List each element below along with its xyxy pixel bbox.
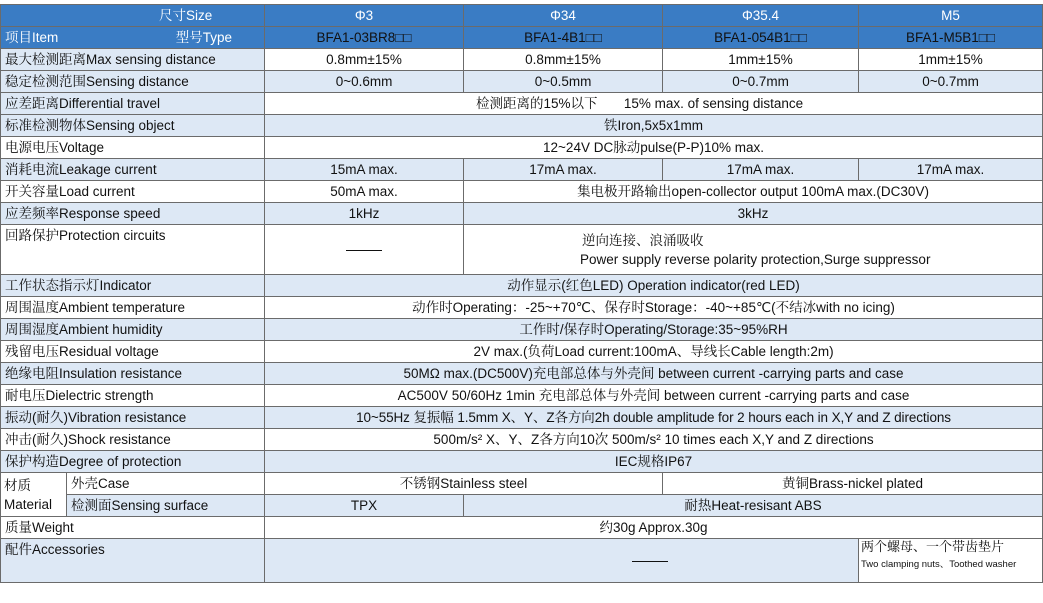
model-4: BFA1-M5B1□□ bbox=[859, 27, 1043, 49]
row-shock bbox=[1, 429, 1043, 451]
cell-value: 10~55Hz 复振幅 1.5mm X、Y、Z各方向2h double amplitude for 2 hours each in X,Y and Z directions bbox=[265, 407, 1043, 429]
row-temperature bbox=[1, 297, 1043, 319]
cell-value: 50MΩ max.(DC500V)充电部总体与外壳间 between current -carrying parts and case bbox=[265, 363, 1043, 385]
size-phi35-4: Φ35.4 bbox=[663, 5, 859, 27]
row-dielectric bbox=[1, 385, 1043, 407]
cell-value: 0~0.6mm bbox=[265, 71, 464, 93]
cell-value: 动作显示(红色LED) Operation indicator(red LED) bbox=[265, 275, 1043, 297]
row-indicator bbox=[1, 275, 1043, 297]
row-label: 配件Accessories bbox=[1, 539, 265, 583]
row-insulation bbox=[1, 363, 1043, 385]
row-differential bbox=[1, 93, 1043, 115]
value-cn: 逆向连接、浪涌吸收 bbox=[582, 232, 704, 248]
spec-table bbox=[0, 4, 1043, 583]
row-vibration bbox=[1, 407, 1043, 429]
cell-value: 约30g Approx.30g bbox=[265, 517, 1043, 539]
row-voltage bbox=[1, 137, 1043, 159]
row-material-surface bbox=[1, 495, 1043, 517]
material-label: 材质 Material bbox=[1, 473, 67, 517]
value-en: Power supply reverse polarity protection,Surge suppressor bbox=[580, 251, 931, 267]
cell-value: 500m/s² X、Y、Z各方向10次 500m/s² 10 times each X,Y and Z directions bbox=[265, 429, 1043, 451]
dash-mark bbox=[346, 250, 382, 251]
value-en: Two clamping nuts、Toothed washer bbox=[861, 559, 1017, 570]
cell-value: 17mA max. bbox=[859, 159, 1043, 181]
type-label: 型号Type bbox=[175, 30, 233, 45]
header-row-type bbox=[1, 27, 1043, 49]
cell-value: 12~24V DC脉动pulse(P-P)10% max. bbox=[265, 137, 1043, 159]
cell-value: TPX bbox=[265, 495, 464, 517]
row-label: 消耗电流Leakage current bbox=[1, 159, 265, 181]
row-label: 回路保护Protection circuits bbox=[1, 225, 265, 275]
cell-value bbox=[464, 225, 1043, 275]
cell-value: 0.8mm±15% bbox=[265, 49, 464, 71]
cell-value: 动作时Operating：-25~+70℃、保存时Storage：-40~+85℃(不结冰with no icing) bbox=[265, 297, 1043, 319]
cell-value: IEC规格IP67 bbox=[265, 451, 1043, 473]
cell-value: 工作时/保存时Operating/Storage:35~95%RH bbox=[265, 319, 1043, 341]
row-label: 耐电压Dielectric strength bbox=[1, 385, 265, 407]
row-response bbox=[1, 203, 1043, 225]
row-label: 周围湿度Ambient humidity bbox=[1, 319, 265, 341]
cell-value: 17mA max. bbox=[663, 159, 859, 181]
row-label: 最大检测距离Max sensing distance bbox=[1, 49, 265, 71]
row-degree bbox=[1, 451, 1043, 473]
cell-value: 耐热Heat-resisant ABS bbox=[464, 495, 1043, 517]
item-label: 项目Item bbox=[5, 30, 59, 45]
cell-value: 17mA max. bbox=[464, 159, 663, 181]
case-label: 外壳Case bbox=[67, 473, 265, 495]
size-m5: M5 bbox=[859, 5, 1043, 27]
cell-value bbox=[265, 93, 1043, 115]
row-label: 标准检测物体Sensing object bbox=[1, 115, 265, 137]
dash-mark bbox=[632, 561, 668, 562]
row-label: 应差距离Differential travel bbox=[1, 93, 265, 115]
cell-value: 0~0.7mm bbox=[859, 71, 1043, 93]
header-row-size bbox=[1, 5, 1043, 27]
value-cn: 两个螺母、一个带齿垫片 bbox=[861, 539, 1005, 554]
model-2: BFA1-4B1□□ bbox=[464, 27, 663, 49]
surface-label: 检测面Sensing surface bbox=[67, 495, 265, 517]
cell-value: 2V max.(负荷Load current:100mA、导线长Cable length:2m) bbox=[265, 341, 1043, 363]
cell-value: 0.8mm±15% bbox=[464, 49, 663, 71]
cell-value: 0~0.7mm bbox=[663, 71, 859, 93]
row-label: 工作状态指示灯Indicator bbox=[1, 275, 265, 297]
cell-value: 3kHz bbox=[464, 203, 1043, 225]
size-phi3: Φ3 bbox=[265, 5, 464, 27]
row-label: 开关容量Load current bbox=[1, 181, 265, 203]
value-cn: 检测距离的15%以下 bbox=[476, 96, 598, 111]
cell-value: 1kHz bbox=[265, 203, 464, 225]
cell-value: 0~0.5mm bbox=[464, 71, 663, 93]
row-leakage bbox=[1, 159, 1043, 181]
row-residual bbox=[1, 341, 1043, 363]
cell-value: 集电极开路输出open-collector output 100mA max.(DC30V) bbox=[464, 181, 1043, 203]
cell-value: 铁Iron,5x5x1mm bbox=[265, 115, 1043, 137]
row-humidity bbox=[1, 319, 1043, 341]
value-en: 15% max. of sensing distance bbox=[623, 96, 804, 111]
row-label: 绝缘电阻Insulation resistance bbox=[1, 363, 265, 385]
row-load bbox=[1, 181, 1043, 203]
cell-value: 15mA max. bbox=[265, 159, 464, 181]
row-label: 稳定检测范围Sensing distance bbox=[1, 71, 265, 93]
cell-value: 黄铜Brass-nickel plated bbox=[663, 473, 1043, 495]
cell-value: 不锈钢Stainless steel bbox=[265, 473, 663, 495]
cell-value bbox=[859, 539, 1043, 583]
row-object bbox=[1, 115, 1043, 137]
model-1: BFA1-03BR8□□ bbox=[265, 27, 464, 49]
row-label: 周围温度Ambient temperature bbox=[1, 297, 265, 319]
row-label: 残留电压Residual voltage bbox=[1, 341, 265, 363]
row-material-case bbox=[1, 473, 1043, 495]
row-accessories bbox=[1, 539, 1043, 583]
cell-value: 1mm±15% bbox=[859, 49, 1043, 71]
item-type-cell bbox=[1, 27, 265, 49]
row-protection bbox=[1, 225, 1043, 275]
size-label: 尺寸Size bbox=[1, 5, 265, 27]
row-max-sensing bbox=[1, 49, 1043, 71]
row-label: 电源电压Voltage bbox=[1, 137, 265, 159]
cell-value: 50mA max. bbox=[265, 181, 464, 203]
row-label: 质量Weight bbox=[1, 517, 265, 539]
row-weight bbox=[1, 517, 1043, 539]
cell-dash bbox=[265, 225, 464, 275]
cell-dash bbox=[265, 539, 859, 583]
cell-value: AC500V 50/60Hz 1min 充电部总体与外壳间 between current -carrying parts and case bbox=[265, 385, 1043, 407]
row-label: 保护构造Degree of protection bbox=[1, 451, 265, 473]
row-sensing-distance bbox=[1, 71, 1043, 93]
row-label: 应差频率Response speed bbox=[1, 203, 265, 225]
row-label: 振动(耐久)Vibration resistance bbox=[1, 407, 265, 429]
model-3: BFA1-054B1□□ bbox=[663, 27, 859, 49]
cell-value: 1mm±15% bbox=[663, 49, 859, 71]
row-label: 冲击(耐久)Shock resistance bbox=[1, 429, 265, 451]
size-phi34: Φ34 bbox=[464, 5, 663, 27]
